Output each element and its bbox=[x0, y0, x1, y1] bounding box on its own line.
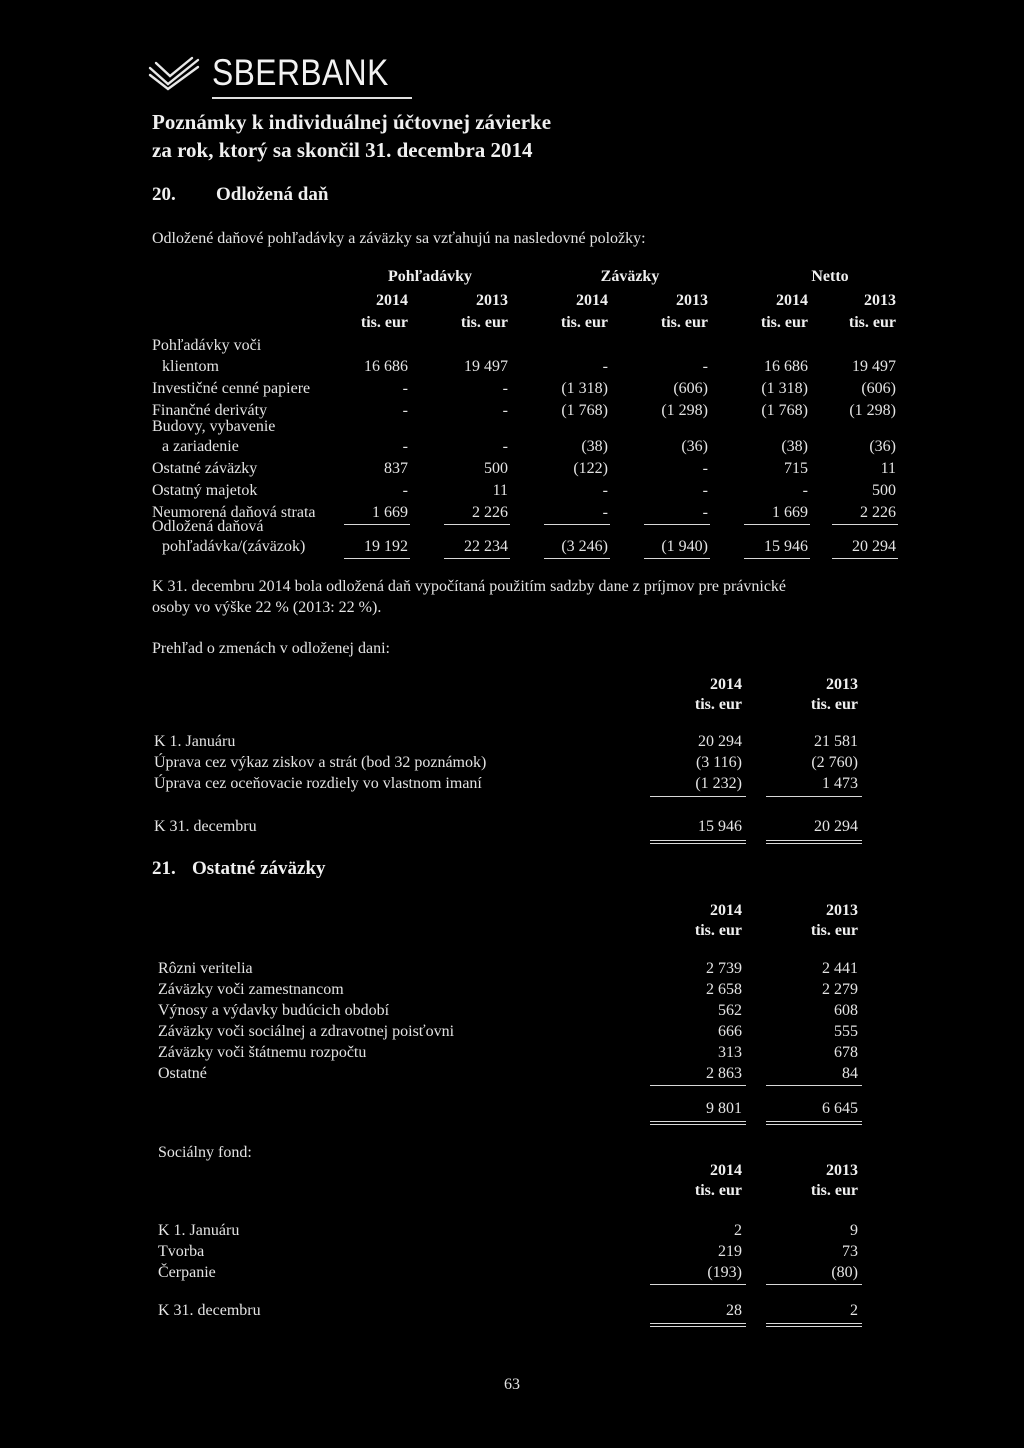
unit-header: tis. eur bbox=[810, 1182, 858, 1199]
section20-note-line2: osoby vo výške 22 % (2013: 22 %). bbox=[152, 599, 382, 616]
table-cell: 2 441 bbox=[822, 960, 858, 977]
cell-underline bbox=[832, 558, 898, 559]
table-cell: 1 669 bbox=[772, 504, 808, 521]
table-cell: 715 bbox=[784, 460, 808, 477]
brand-name: SBERBANK bbox=[212, 52, 389, 93]
row-label: Čerpanie bbox=[158, 1264, 216, 1281]
table-cell: - bbox=[402, 380, 408, 397]
table-cell: 11 bbox=[492, 482, 508, 499]
table-cell: - bbox=[502, 402, 508, 419]
table-cell: (606) bbox=[861, 380, 896, 397]
table-cell: (38) bbox=[581, 438, 608, 455]
table-cell: 2 226 bbox=[860, 504, 896, 521]
table-cell: 28 bbox=[726, 1302, 742, 1319]
year-header: 2013 bbox=[676, 292, 708, 309]
table-cell: - bbox=[702, 460, 708, 477]
table-cell: (1 940) bbox=[661, 538, 708, 555]
table-cell: 19 192 bbox=[364, 538, 408, 555]
cell-double-underline bbox=[650, 840, 746, 841]
row-label: a zariadenie bbox=[162, 438, 239, 455]
cell-double-underline bbox=[650, 1323, 746, 1324]
table-cell: 2 279 bbox=[822, 981, 858, 998]
table-cell: (38) bbox=[781, 438, 808, 455]
cell-underline bbox=[744, 524, 810, 525]
table-cell: 20 294 bbox=[814, 818, 858, 835]
cell-double-underline bbox=[766, 1323, 862, 1324]
group-header-liabilities: Záväzky bbox=[600, 268, 660, 285]
row-label: K 1. Januáru bbox=[158, 1222, 240, 1239]
row-label: klientom bbox=[162, 358, 219, 375]
row-label: Neumorená daňová strata bbox=[152, 504, 316, 521]
cell-double-underline bbox=[650, 1121, 746, 1122]
table-cell: - bbox=[802, 482, 808, 499]
row-label: pohľadávka/(záväzok) bbox=[162, 538, 306, 555]
table-cell: - bbox=[402, 438, 408, 455]
unit-header: tis. eur bbox=[694, 922, 742, 939]
table-cell: 219 bbox=[718, 1243, 742, 1260]
cell-double-underline bbox=[766, 1124, 862, 1125]
section20-number: 20. bbox=[152, 184, 176, 205]
table-cell: (3 116) bbox=[695, 754, 742, 771]
row-label: Úprava cez oceňovacie rozdiely vo vlastnom imaní bbox=[154, 775, 482, 792]
table-cell: 21 581 bbox=[814, 733, 858, 750]
table-cell: - bbox=[502, 380, 508, 397]
table-cell: (3 246) bbox=[561, 538, 608, 555]
table-cell: (36) bbox=[869, 438, 896, 455]
table-cell: 2 bbox=[734, 1222, 742, 1239]
cell-double-underline bbox=[650, 1326, 746, 1327]
year-header: 2014 bbox=[576, 292, 608, 309]
cell-double-underline bbox=[766, 1326, 862, 1327]
cell-underline bbox=[544, 524, 610, 525]
row-label: Tvorba bbox=[158, 1243, 205, 1260]
cell-underline bbox=[444, 524, 510, 525]
unit-header: tis. eur bbox=[810, 696, 858, 713]
year-header: 2014 bbox=[710, 676, 742, 693]
table-cell: 84 bbox=[842, 1065, 858, 1082]
social-fund-title: Sociálny fond: bbox=[158, 1144, 252, 1161]
cell-double-underline bbox=[766, 840, 862, 841]
table-cell: - bbox=[602, 358, 608, 375]
table-cell: - bbox=[702, 358, 708, 375]
table-cell: (1 318) bbox=[761, 380, 808, 397]
changes-title: Prehľad o zmenách v odloženej dani: bbox=[152, 640, 390, 657]
cell-underline bbox=[766, 1284, 862, 1285]
cell-underline bbox=[544, 558, 610, 559]
year-header: 2013 bbox=[826, 902, 858, 919]
row-label: Investičné cenné papiere bbox=[152, 380, 311, 397]
year-header: 2013 bbox=[476, 292, 508, 309]
sberbank-logo-icon bbox=[148, 56, 200, 92]
table-cell: 666 bbox=[718, 1023, 742, 1040]
table-cell: 500 bbox=[484, 460, 508, 477]
cell-underline bbox=[766, 796, 862, 797]
year-header: 2013 bbox=[826, 676, 858, 693]
cell-double-underline bbox=[766, 843, 862, 844]
unit-header: tis. eur bbox=[848, 314, 896, 331]
table-cell: (80) bbox=[831, 1264, 858, 1281]
table-cell: 555 bbox=[834, 1023, 858, 1040]
unit-header: tis. eur bbox=[694, 1182, 742, 1199]
row-label: Ostatný majetok bbox=[152, 482, 258, 499]
table-cell: (1 318) bbox=[561, 380, 608, 397]
unit-header: tis. eur bbox=[810, 922, 858, 939]
row-label: Záväzky voči zamestnancom bbox=[158, 981, 344, 998]
table-cell: 2 658 bbox=[706, 981, 742, 998]
table-cell: - bbox=[702, 504, 708, 521]
row-label: Odložená daňová bbox=[152, 518, 264, 535]
section20-note-line1: K 31. decembru 2014 bola odložená daň vypočítaná použitím sadzby dane z príjmov pre právnické bbox=[152, 578, 787, 595]
table-cell: 15 946 bbox=[764, 538, 808, 555]
row-label: Záväzky voči štátnemu rozpočtu bbox=[158, 1044, 367, 1061]
year-header: 2014 bbox=[776, 292, 808, 309]
row-label: Budovy, vybavenie bbox=[152, 418, 276, 435]
unit-header: tis. eur bbox=[694, 696, 742, 713]
row-label: Finančné deriváty bbox=[152, 402, 268, 419]
page-title-line2: za rok, ktorý sa skončil 31. decembra 2014 bbox=[152, 138, 533, 162]
row-label: Ostatné bbox=[158, 1065, 207, 1082]
section20-title: Odložená daň bbox=[216, 184, 329, 205]
unit-header: tis. eur bbox=[460, 314, 508, 331]
table-cell: 313 bbox=[718, 1044, 742, 1061]
table-cell: 837 bbox=[384, 460, 408, 477]
table-cell: 2 bbox=[850, 1302, 858, 1319]
table-cell: - bbox=[702, 482, 708, 499]
page-number: 63 bbox=[504, 1376, 520, 1393]
table-cell: - bbox=[402, 402, 408, 419]
table-cell: (193) bbox=[707, 1264, 742, 1281]
table-cell: (1 298) bbox=[849, 402, 896, 419]
table-cell: 6 645 bbox=[822, 1100, 858, 1117]
table-cell: (1 768) bbox=[561, 402, 608, 419]
table-cell: 20 294 bbox=[852, 538, 896, 555]
table-cell: (1 232) bbox=[695, 775, 742, 792]
table-cell: - bbox=[502, 438, 508, 455]
row-label: K 31. decembru bbox=[154, 818, 257, 835]
cell-underline bbox=[766, 1085, 862, 1086]
cell-underline bbox=[344, 524, 410, 525]
year-header: 2013 bbox=[864, 292, 896, 309]
table-cell: 16 686 bbox=[764, 358, 808, 375]
table-cell: (1 298) bbox=[661, 402, 708, 419]
group-header-receivables: Pohľadávky bbox=[388, 268, 472, 285]
cell-underline bbox=[344, 558, 410, 559]
table-cell: (2 760) bbox=[811, 754, 858, 771]
cell-underline bbox=[650, 1284, 746, 1285]
row-label: Pohľadávky voči bbox=[152, 337, 262, 354]
table-cell: 9 801 bbox=[706, 1100, 742, 1117]
table-cell: (36) bbox=[681, 438, 708, 455]
table-cell: 11 bbox=[880, 460, 896, 477]
cell-underline bbox=[444, 558, 510, 559]
table-cell: 9 bbox=[850, 1222, 858, 1239]
table-cell: (606) bbox=[673, 380, 708, 397]
unit-header: tis. eur bbox=[560, 314, 608, 331]
cell-underline bbox=[650, 796, 746, 797]
section20-intro: Odložené daňové pohľadávky a záväzky sa vzťahujú na nasledovné položky: bbox=[152, 230, 646, 247]
table-cell: 2 739 bbox=[706, 960, 742, 977]
cell-double-underline bbox=[650, 1124, 746, 1125]
table-cell: - bbox=[602, 482, 608, 499]
table-cell: (1 768) bbox=[761, 402, 808, 419]
year-header: 2014 bbox=[376, 292, 408, 309]
cell-underline bbox=[650, 1085, 746, 1086]
table-cell: 16 686 bbox=[364, 358, 408, 375]
table-cell: 1 473 bbox=[822, 775, 858, 792]
table-cell: 73 bbox=[842, 1243, 858, 1260]
table-cell: 22 234 bbox=[464, 538, 508, 555]
table-cell: 678 bbox=[834, 1044, 858, 1061]
year-header: 2013 bbox=[826, 1162, 858, 1179]
year-header: 2014 bbox=[710, 902, 742, 919]
table-cell: 500 bbox=[872, 482, 896, 499]
cell-underline bbox=[744, 558, 810, 559]
cell-double-underline bbox=[766, 1121, 862, 1122]
cell-underline bbox=[644, 524, 710, 525]
table-cell: - bbox=[602, 504, 608, 521]
row-label: Rôzni veritelia bbox=[158, 960, 253, 977]
cell-double-underline bbox=[650, 843, 746, 844]
unit-header: tis. eur bbox=[760, 314, 808, 331]
table-cell: 2 863 bbox=[706, 1065, 742, 1082]
row-label: Úprava cez výkaz ziskov a strát (bod 32 poznámok) bbox=[154, 754, 487, 771]
table-cell: 2 226 bbox=[472, 504, 508, 521]
row-label: K 31. decembru bbox=[158, 1302, 261, 1319]
table-cell: 608 bbox=[834, 1002, 858, 1019]
section21-title: Ostatné záväzky bbox=[192, 858, 326, 879]
brand-underline bbox=[212, 97, 412, 99]
table-cell: 562 bbox=[718, 1002, 742, 1019]
row-label: K 1. Januáru bbox=[154, 733, 236, 750]
table-cell: 20 294 bbox=[698, 733, 742, 750]
year-header: 2014 bbox=[710, 1162, 742, 1179]
unit-header: tis. eur bbox=[360, 314, 408, 331]
table-cell: 19 497 bbox=[852, 358, 896, 375]
unit-header: tis. eur bbox=[660, 314, 708, 331]
table-cell: - bbox=[402, 482, 408, 499]
page-title-line1: Poznámky k individuálnej účtovnej závierke bbox=[152, 110, 552, 134]
group-header-net: Netto bbox=[811, 268, 849, 285]
row-label: Výnosy a výdavky budúcich období bbox=[158, 1002, 390, 1019]
table-cell: 1 669 bbox=[372, 504, 408, 521]
cell-underline bbox=[644, 558, 710, 559]
cell-underline bbox=[832, 524, 898, 525]
row-label: Záväzky voči sociálnej a zdravotnej poisťovni bbox=[158, 1023, 455, 1040]
table-cell: 15 946 bbox=[698, 818, 742, 835]
section21-number: 21. bbox=[152, 858, 176, 879]
table-cell: 19 497 bbox=[464, 358, 508, 375]
table-cell: (122) bbox=[573, 460, 608, 477]
row-label: Ostatné záväzky bbox=[152, 460, 258, 477]
